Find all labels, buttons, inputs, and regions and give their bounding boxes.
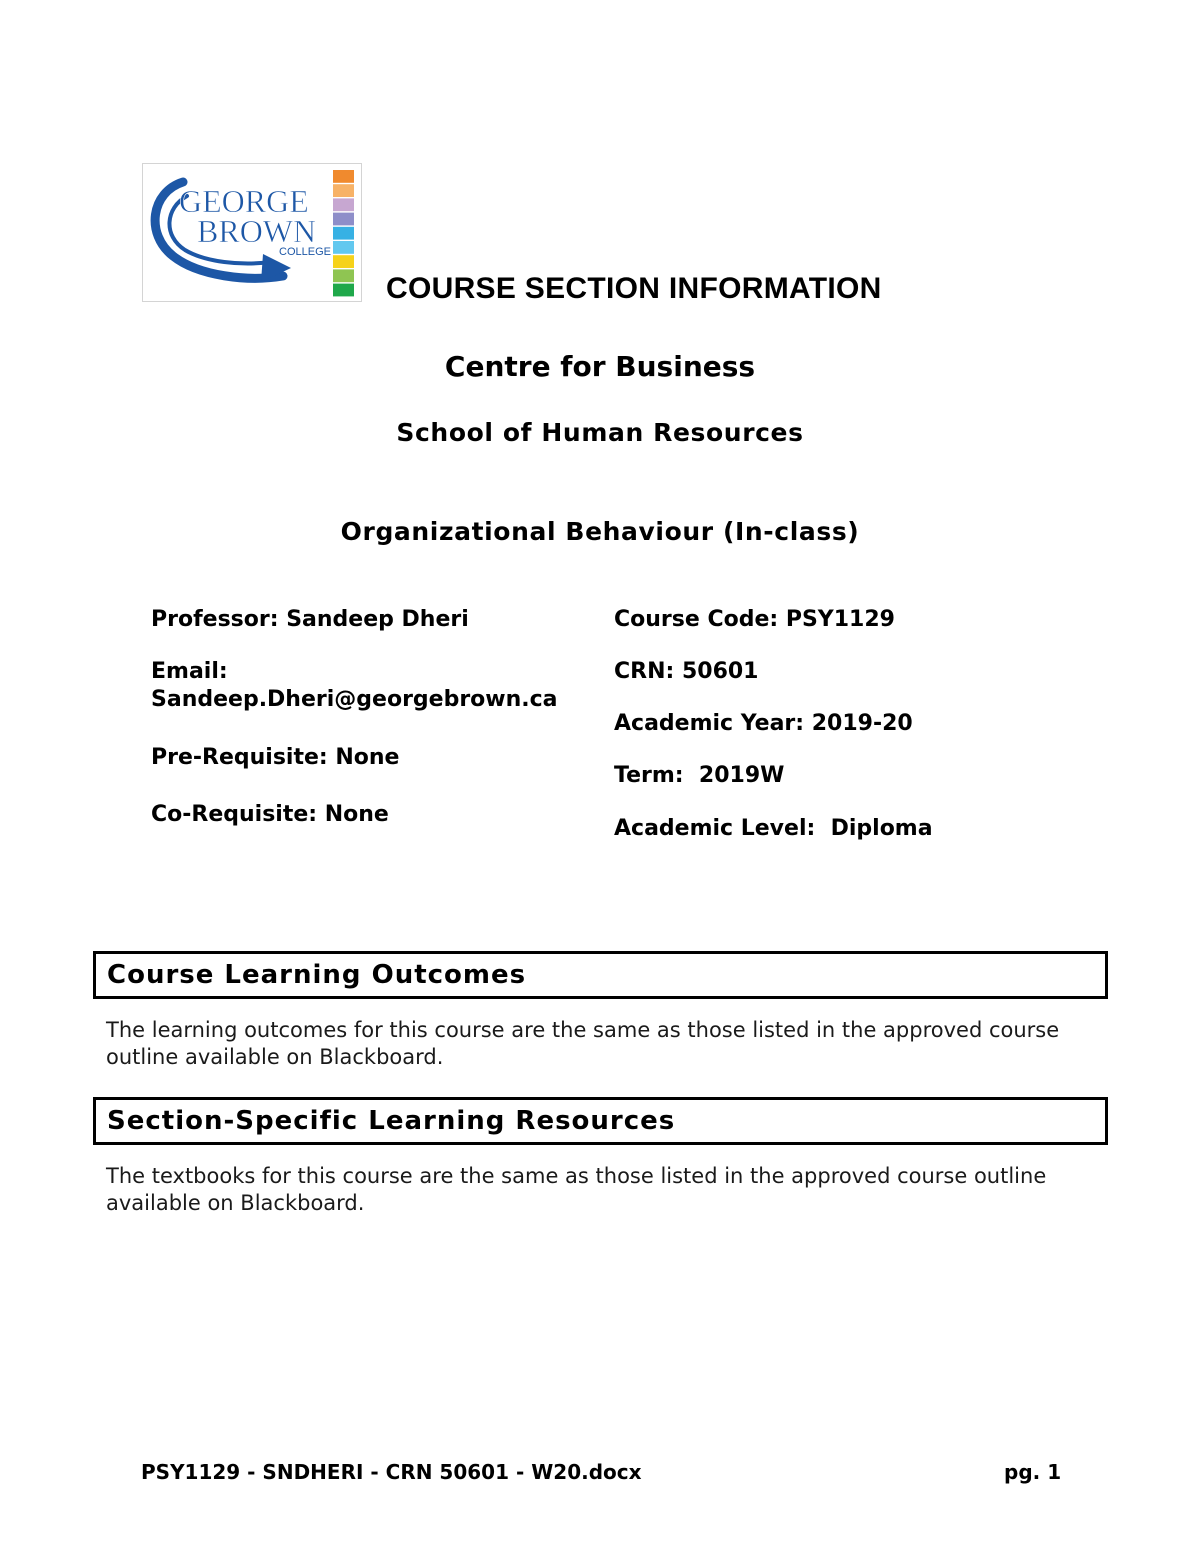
course-code-line: Course Code: PSY1129 (614, 607, 895, 632)
logo-color-bar (333, 170, 354, 296)
email-label: Email: (151, 659, 228, 684)
footer-document-name: PSY1129 - SNDHERI - CRN 50601 - W20.docx (141, 1460, 642, 1484)
section-body-outcomes: The learning outcomes for this course are the same as those listed in the approved course outline available on Blackboard. (106, 1018, 1060, 1069)
email-value[interactable]: Sandeep.Dheri@georgebrown.ca (151, 687, 558, 712)
academic-year-line: Academic Year: 2019-20 (614, 711, 913, 736)
section-body-resources: The textbooks for this course are the same as those listed in the approved course outline available on Blackboard. (106, 1164, 1047, 1215)
george-brown-logo (142, 163, 362, 302)
section-heading-box-resources (93, 1097, 1108, 1145)
logo-color-segment (333, 170, 354, 183)
logo-color-segment (333, 227, 354, 240)
term-line: Term: 2019W (614, 763, 785, 788)
prerequisite-line: Pre-Requisite: None (151, 745, 400, 770)
section-heading-box-outcomes (93, 951, 1108, 999)
logo-color-segment (333, 241, 354, 254)
logo-color-segment (333, 269, 354, 282)
logo-color-segment (333, 255, 354, 268)
academic-level-line: Academic Level: Diploma (614, 816, 933, 841)
crn-line: CRN: 50601 (614, 659, 759, 684)
school-name: School of Human Resources (396, 418, 804, 447)
course-title: Organizational Behaviour (In-class) (340, 517, 860, 546)
professor-line: Professor: Sandeep Dheri (151, 607, 469, 632)
logo-color-segment (333, 213, 354, 226)
section-heading-resources: Section-Specific Learning Resources (107, 1106, 676, 1136)
footer-page-number: pg. 1 (1004, 1460, 1062, 1484)
page-title: COURSE SECTION INFORMATION (386, 272, 882, 305)
logo-color-segment (333, 198, 354, 211)
logo-color-segment (333, 284, 354, 297)
logo-line3: COLLEGE (279, 246, 331, 258)
corequisite-line: Co-Requisite: None (151, 802, 389, 827)
logo-line2: BROWN (197, 213, 317, 249)
section-heading-outcomes: Course Learning Outcomes (107, 960, 527, 990)
logo-line1: GEORGE (179, 183, 309, 219)
logo-color-segment (333, 184, 354, 197)
centre-name: Centre for Business (444, 350, 756, 383)
logo-graphic (143, 164, 363, 303)
